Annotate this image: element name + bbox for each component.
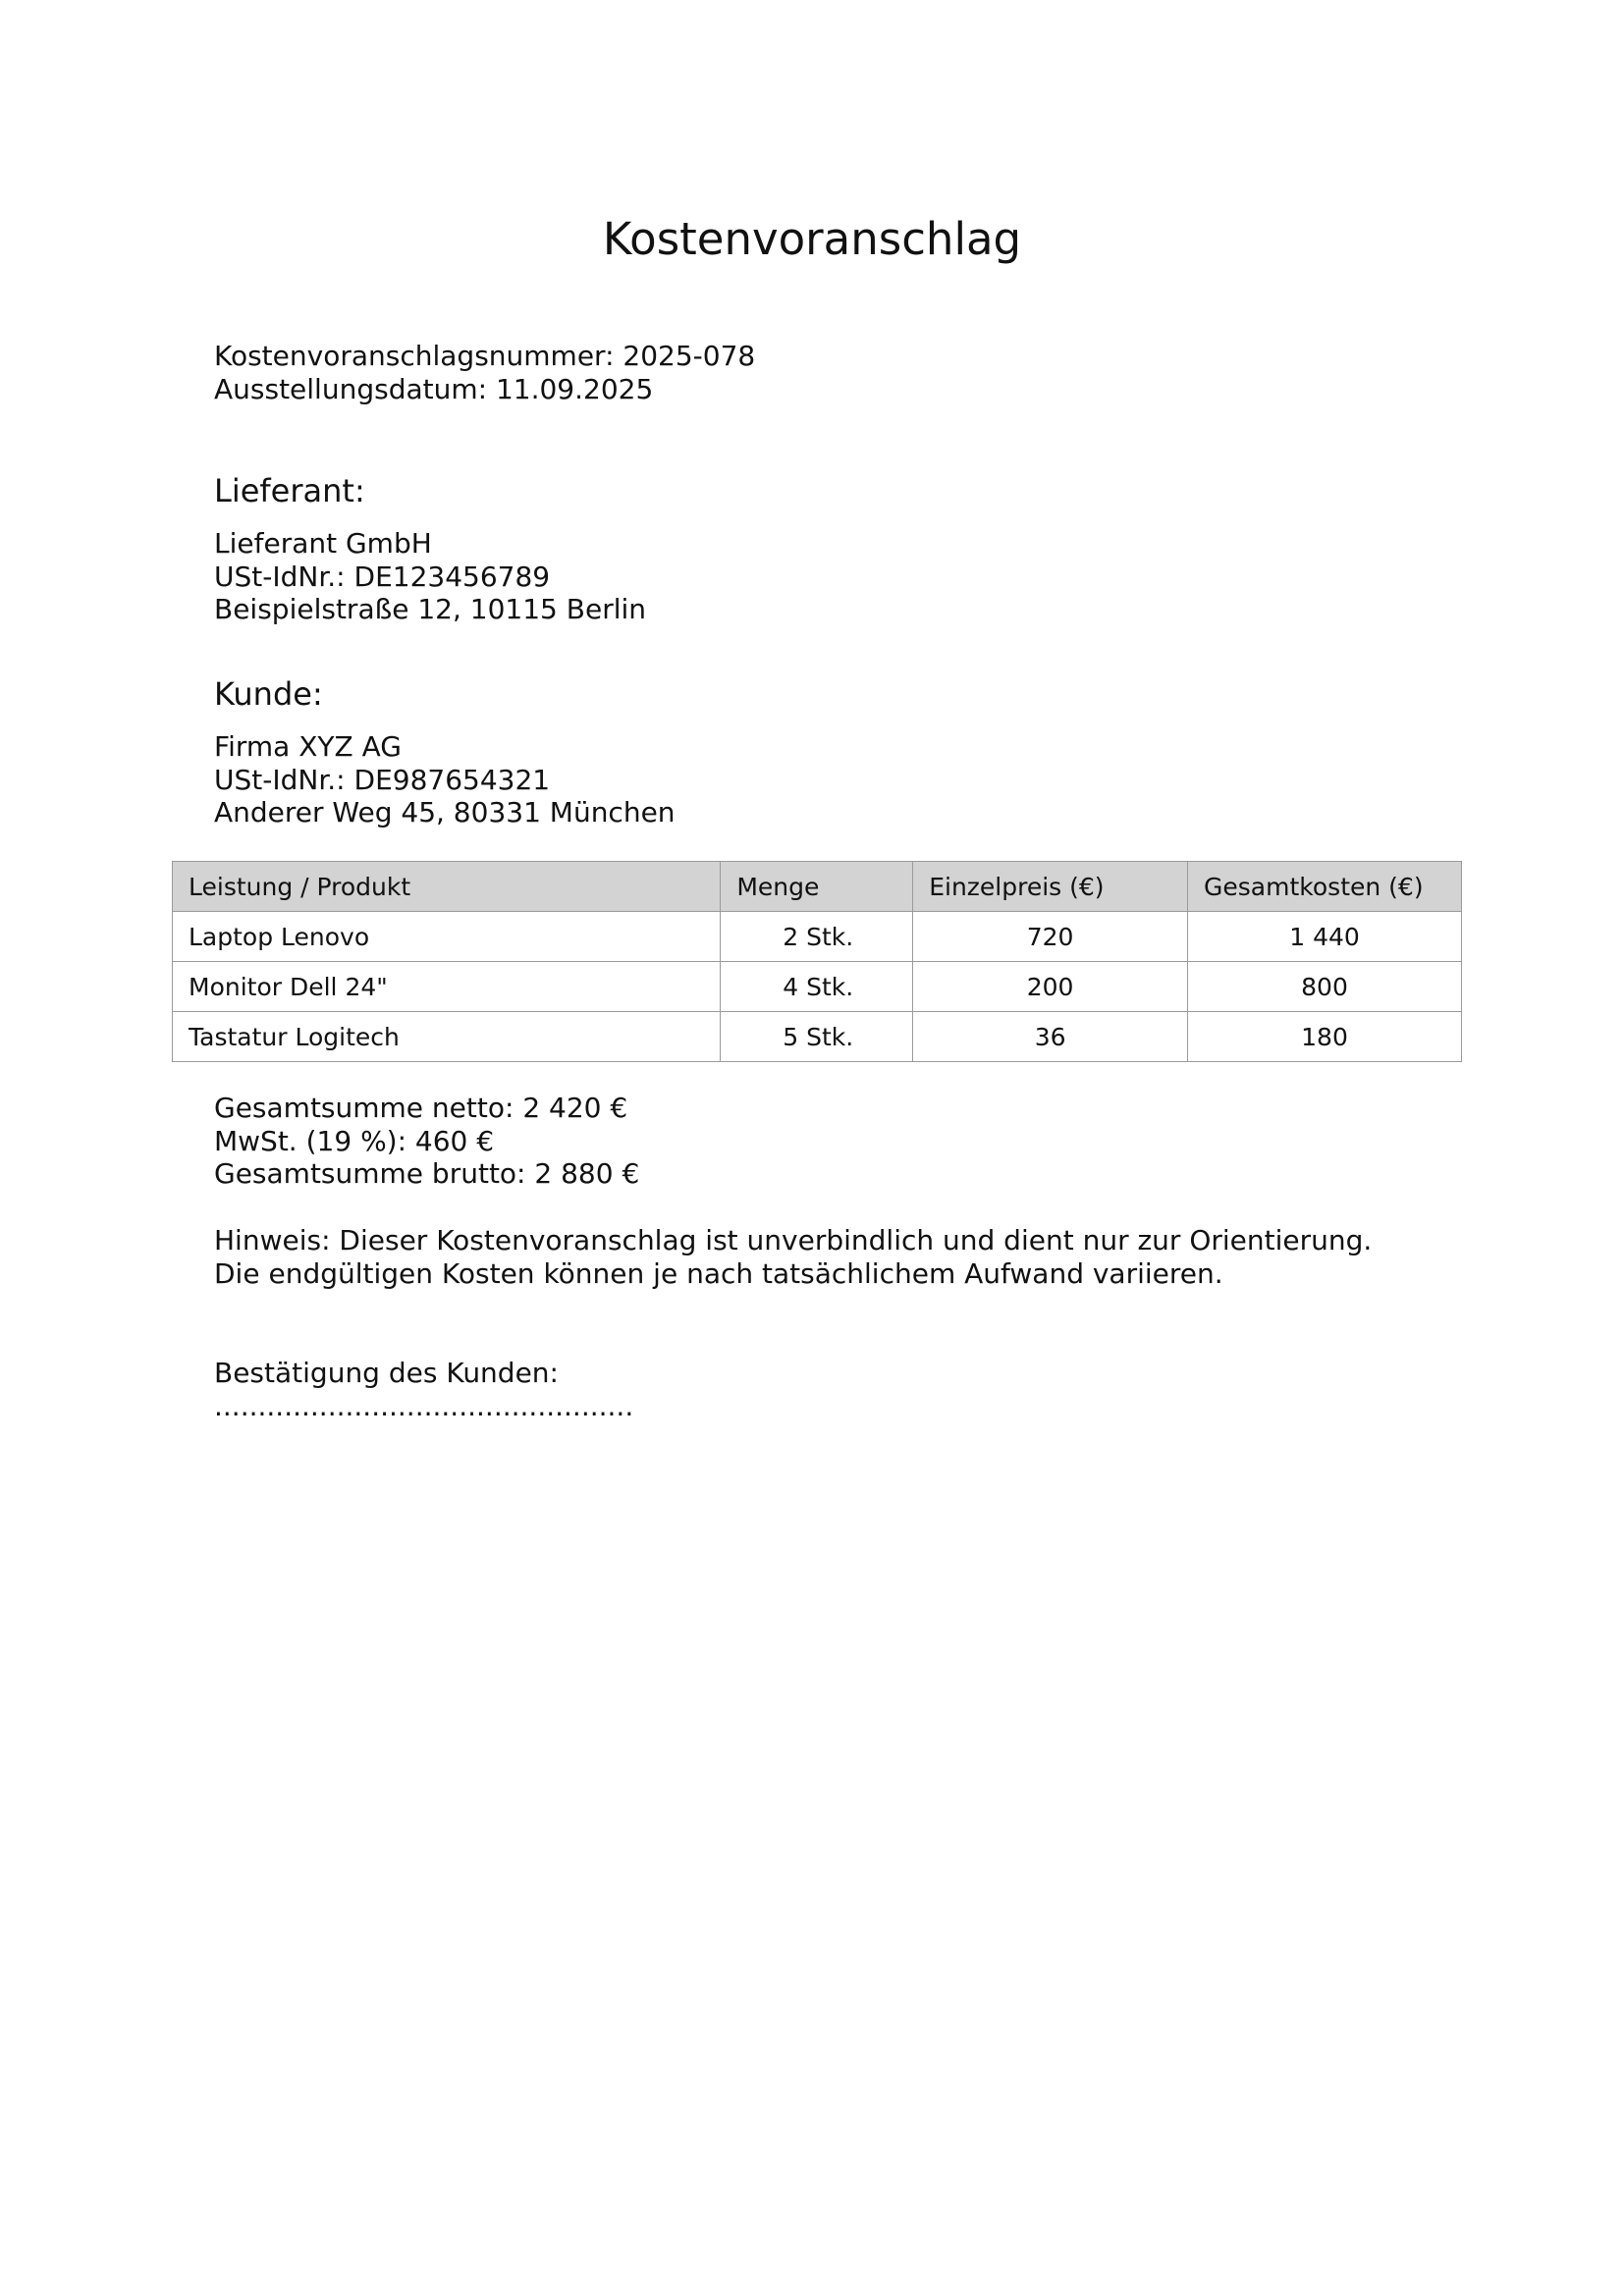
table-header-row <box>173 862 1462 912</box>
table-row <box>173 962 1462 1012</box>
column-header-item: Leistung / Produkt <box>173 862 721 912</box>
total-vat: MwSt. (19 %): 460 € <box>214 1124 495 1157</box>
cell-unit-price: 36 <box>913 1012 1188 1062</box>
total-gross: Gesamtsumme brutto: 2 880 € <box>214 1157 640 1190</box>
customer-details <box>214 730 676 829</box>
confirmation-label: Bestätigung des Kunden: <box>214 1357 559 1389</box>
supplier-name: Lieferant GmbH <box>214 527 432 560</box>
column-header-quantity: Menge <box>721 862 913 912</box>
customer-confirmation <box>214 1357 633 1422</box>
cell-quantity: 5 Stk. <box>721 1012 913 1062</box>
cell-item: Laptop Lenovo <box>173 912 721 962</box>
cell-quantity: 2 Stk. <box>721 912 913 962</box>
cell-total: 1 440 <box>1188 912 1462 962</box>
table-row <box>173 1012 1462 1062</box>
customer-heading: Kunde: <box>214 675 323 713</box>
customer-name: Firma XYZ AG <box>214 730 402 763</box>
customer-address: Anderer Weg 45, 80331 München <box>214 796 676 828</box>
cell-item: Monitor Dell 24" <box>173 962 721 1012</box>
supplier-address: Beispielstraße 12, 10115 Berlin <box>214 593 647 625</box>
note-line-1: Hinweis: Dieser Kostenvoranschlag ist unverbindlich und dient nur zur Orientierung. <box>214 1224 1373 1256</box>
cell-total: 800 <box>1188 962 1462 1012</box>
supplier-details <box>214 527 646 626</box>
issue-date: Ausstellungsdatum: 11.09.2025 <box>214 372 654 405</box>
cell-item: Tastatur Logitech <box>173 1012 721 1062</box>
supplier-heading: Lieferant: <box>214 472 365 509</box>
cell-quantity: 4 Stk. <box>721 962 913 1012</box>
quote-number: Kostenvoranschlagsnummer: 2025-078 <box>214 340 756 372</box>
table-row <box>173 912 1462 962</box>
disclaimer-note <box>214 1224 1372 1290</box>
signature-line: ................................................ <box>214 1389 634 1422</box>
customer-vat-id: USt-IdNr.: DE987654321 <box>214 763 551 796</box>
cell-total: 180 <box>1188 1012 1462 1062</box>
cell-unit-price: 200 <box>913 962 1188 1012</box>
cell-unit-price: 720 <box>913 912 1188 962</box>
quote-meta <box>214 340 755 405</box>
items-table <box>172 861 1462 1062</box>
totals-summary <box>214 1092 639 1191</box>
document-title: Kostenvoranschlag <box>602 213 1022 265</box>
total-net: Gesamtsumme netto: 2 420 € <box>214 1092 628 1124</box>
supplier-vat-id: USt-IdNr.: DE123456789 <box>214 560 551 593</box>
column-header-total: Gesamtkosten (€) <box>1188 862 1462 912</box>
column-header-unit-price: Einzelpreis (€) <box>913 862 1188 912</box>
note-line-2: Die endgültigen Kosten können je nach tatsächlichem Aufwand variieren. <box>214 1256 1223 1290</box>
